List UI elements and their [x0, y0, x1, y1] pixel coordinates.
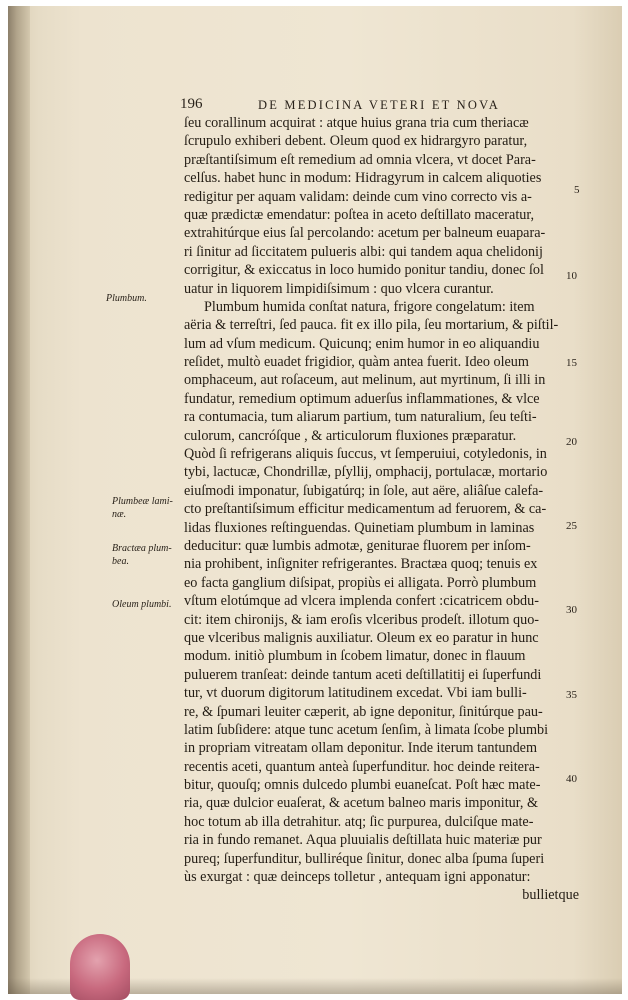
text-line: cto preſtantiſsimum efficitur medicamentum ad feruorem, & ca- — [184, 501, 547, 518]
text-line: vſtum elotúmque ad vlcera implenda confert :cicatricem obdu- — [184, 593, 539, 610]
text-line: ùs exurgat : quæ deinceps tolletur , antequam igni apponatur: — [184, 869, 531, 886]
text-line: in propriam vitreatam ollam deponitur. Inde iterum tantundem — [184, 740, 538, 757]
text-line: culorum, cancróſque , & articulorum fluxiones præparatur. — [184, 427, 517, 444]
book-page — [8, 6, 622, 994]
text-line: reſidet, multò euadet frigidior, quàm antea fuerit. Ideo oleum — [184, 354, 529, 371]
text-line: celſus. habet hunc in modum: Hidragyrum in calcem aliquoties — [184, 170, 542, 187]
page-number: 196 — [180, 96, 203, 112]
text-line: tur, vt duorum digitorum latitudinem excedat. Vbi iam bulli- — [184, 685, 527, 702]
text-line: tybi, lactucæ, Chondrillæ, pſyllij, omphacij, portulacæ, mortario — [184, 464, 548, 481]
line-number: 35 — [566, 689, 577, 701]
text-line: ſcrupulo exhiberi debent. Oleum quod ex hidrargyro paratur, — [184, 133, 528, 150]
line-number: 5 — [574, 184, 580, 196]
text-line: lum ad vſum medicum. Quicunq; enim humor in eo aliquandiu — [184, 335, 540, 352]
line-number: 25 — [566, 520, 577, 532]
text-line: latim ſubſidere: atque tunc acetum ſenſim, à limata ſcobe plumbi — [184, 721, 549, 738]
text-line: redigitur per aquam validam: deinde cum vino correcto vis a- — [184, 188, 532, 205]
text-line: ra contumacia, tum aliarum partium, tum naturalium, ſeu teſti- — [184, 409, 537, 426]
line-number: 40 — [566, 773, 577, 785]
text-line: re, & ſpumari leuiter cæperit, ab igne deponitur, ſinitúrque pau- — [184, 703, 543, 720]
text-line: omphaceum, aut roſaceum, aut melinum, aut myrtinum, ſi illi in — [184, 372, 546, 389]
text-line: deducitur: quæ lumbis admotæ, geniturae fluorem per inſom- — [184, 537, 531, 554]
marginal-note-plumbum: Plumbum. — [106, 293, 147, 304]
text-line: pureq; ſuperfunditur, bulliréque ſinitur, donec alba ſpuma ſuperi — [184, 850, 545, 867]
running-title: DE MEDICINA VETERI ET NOVA — [258, 98, 500, 112]
text-line: hoc totum ab illa detrahitur. atq; ſic purpurea, dulciſque mate- — [184, 813, 534, 830]
main-text-block — [184, 114, 579, 905]
text-line: puluerem tranſeat: deinde tantum aceti deſtillatitij ei ſuperfundi — [184, 666, 542, 683]
marginal-note-plumbeae-laminae-cont: næ. — [112, 509, 127, 520]
book-spine-shadow — [8, 6, 30, 994]
text-line: corrigitur, & exiccatus in loco humido ponitur tandiu, donec ſol — [184, 262, 544, 279]
text-line: lidas fluxiones reſtinguendas. Quinetiam plumbum in laminas — [184, 519, 535, 536]
text-line: recentis aceti, quantum anteà ſuperfunditur. hoc deinde reitera- — [184, 758, 540, 775]
text-line: quæ prædictæ emendatur: poſtea in aceto deſtillato maceratur, — [184, 206, 535, 223]
text-line: Plumbum humida conſtat natura, frigore congelatum: item — [204, 298, 535, 315]
catchword: bullietque — [522, 887, 579, 904]
text-line: ri ſinitur ad ſiccitatem pulueris albi: qui tandem aqua chelidonij — [184, 243, 543, 260]
text-line: Quòd ſi refrigerans aliquis ſuccus, vt ſemperuiui, cotyledonis, in — [184, 446, 547, 463]
marginal-note-bractaea: Bractæa plum- — [112, 543, 172, 554]
text-line: cit: item chironijs, & iam eroſis vlceribus prodeſt. illotum quo- — [184, 611, 540, 628]
text-line: que vlceribus malignis auxiliatur. Oleum ex eo paratur in hunc — [184, 629, 539, 646]
text-line: bitur, quouſq; omnis dulcedo plumbi euaneſcat. Poſt hæc mate- — [184, 777, 541, 794]
text-line: extrahitúrque eius ſal percolando: acetum per balneum euapara- — [184, 225, 546, 242]
line-number: 30 — [566, 604, 577, 616]
reader-thumb — [70, 934, 130, 1000]
marginal-note-bractaea-cont: bea. — [112, 556, 129, 567]
text-line: fundatur, remedium optimum aduerſus inflammationes, & vlce — [184, 390, 540, 407]
text-line: ria in fundo remanet. Aqua pluuialis deſtillata huic materiæ pur — [184, 832, 542, 849]
text-line: eiuſmodi imponatur, ſubigatúrq; in ſole, aut aëre, aliâſue calefa- — [184, 482, 544, 499]
line-number: 10 — [566, 270, 577, 282]
text-line: aëria & terreſtri, ſed pauca. fit ex illo pila, ſeu mortarium, & piſtil- — [184, 317, 559, 334]
line-number: 20 — [566, 436, 577, 448]
text-line: ria, quæ dulcior euaſerat, & acetum balneo maris imponitur, & — [184, 795, 539, 812]
text-line: uatur in liquorem limpidiſsimum : quo vlcera curantur. — [184, 280, 494, 297]
marginal-note-oleum-plumbi: Oleum plumbi. — [112, 599, 172, 610]
text-line: eo facta ganglium diſsipat, propiùs ei alligata. Porrò plumbum — [184, 574, 537, 591]
text-line: ſeu corallinum acquirat : atque huius grana tria cum theriacæ — [184, 115, 529, 131]
text-line: præſtantiſsimum eſt remedium ad omnia vlcera, vt docet Para- — [184, 151, 536, 168]
marginal-note-plumbeae-laminae: Plumbeæ lami- — [112, 496, 173, 507]
text-line: modum. initiò plumbum in ſcobem limatur, donec in flauum — [184, 648, 526, 665]
text-line: nia prohibent, inſigniter refrigerantes. Bractæa quoq; tenuis ex — [184, 556, 538, 573]
line-number: 15 — [566, 357, 577, 369]
